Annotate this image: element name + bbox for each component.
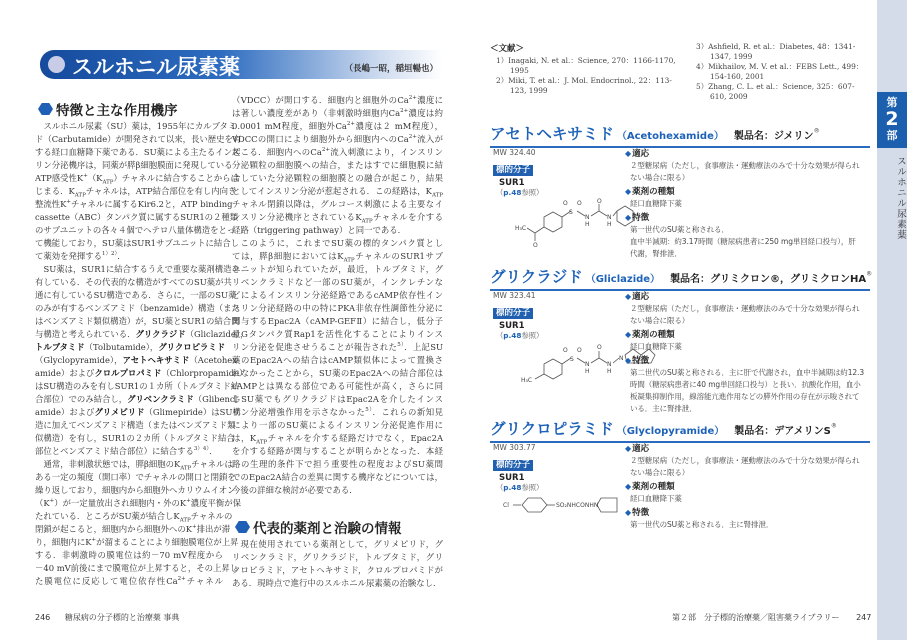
- text-line: はベンズアミド類似構造）が，SU薬とSUR1の結合関: [35, 316, 240, 326]
- target-name: SUR1: [499, 178, 525, 188]
- section-title-text: 特徴: [632, 356, 650, 366]
- part-suffix: 部: [886, 129, 898, 142]
- info-line: 経口血糖降下薬: [630, 342, 682, 351]
- ref-text: 参照）: [521, 483, 544, 492]
- references-right: [690, 42, 870, 102]
- hexagon-icon: [235, 521, 250, 533]
- text-line: たれている．ところがSU薬が結合し$K_{ATP}$チャネルの: [35, 511, 233, 524]
- body-column-1: [35, 120, 249, 588]
- drug-info: [625, 289, 875, 415]
- reference-item: 3）Ashfield, R. et al.：Diabetes, 48：1341-1347, 1999: [696, 42, 856, 61]
- text-line: cAMPとは異なる部位である可能性が高く，さらに同: [232, 381, 443, 391]
- drug-name-en: （Gliclazide）: [585, 274, 661, 285]
- page-link[interactable]: p.48: [503, 483, 522, 492]
- text-line: ド（Carbutamide）が開発されて以来，長い歴史を有: [35, 134, 242, 144]
- bold-term: グリベンクラミド: [127, 394, 194, 404]
- left-footer: [35, 612, 179, 623]
- text-line: チャネル閉鎖以降は，グルコース刺激による主要なイ: [232, 199, 443, 209]
- product-names: グリミクロン®，グリミクロンHA: [710, 274, 867, 285]
- info-line: 板凝集抑制作用，線溶能亢進作用などの膵外作用の存在が示唆されて: [630, 392, 860, 401]
- text-line: 部位とベンズアミド結合部位）に結合する$^{3)4)}$．: [35, 446, 218, 456]
- target-name: SUR1: [499, 473, 525, 483]
- product-label: 製品名：: [733, 131, 774, 142]
- section-heading-text: 代表的薬剤と治験の情報: [253, 521, 402, 537]
- text-line: ては，膵β細胞においては$K_{ATP}$チャネルのSUR1サブ: [232, 251, 443, 264]
- text-line: り，細胞内にK+が溜まることにより細胞膜電位が上昇: [35, 537, 239, 547]
- text-line: クロピラミド，アセトヘキサミド，クロルプロパミドが: [232, 565, 443, 575]
- section-title-text: 薬剤の種類: [632, 187, 675, 197]
- superscript: 2+: [346, 121, 356, 128]
- side-tab-label: スルホニル尿素薬: [895, 156, 906, 240]
- subscript: ATP: [102, 179, 114, 186]
- section-title-text: 薬剤の種類: [632, 482, 675, 492]
- structure-label: H: [607, 221, 612, 228]
- body-column-2: [232, 94, 443, 497]
- text-line: リベンクラミドなど一部のSU薬が，インクレチンな: [232, 277, 443, 287]
- structure-label: H: [585, 221, 590, 228]
- part-prefix: 第: [886, 96, 898, 109]
- text-line: amide）およびクロルプロパミド（Chlorpropamide）: [35, 368, 248, 378]
- subscript: ATP: [179, 517, 191, 524]
- info-section-title: [625, 443, 875, 455]
- info-section-title: [625, 212, 875, 224]
- superscript: 5）: [397, 342, 405, 349]
- text-line: 分泌顆粒の細胞膜への結合，またはすでに細胞膜に結: [232, 160, 443, 170]
- drug-meta: [493, 148, 618, 254]
- molecular-weight: MW 303.77: [493, 443, 536, 452]
- registered-mark: ®: [813, 127, 820, 135]
- reference-item: 1）Inagaki, N. et al.：Science, 270：1166-1170, 1995: [496, 56, 676, 75]
- ref-paren: （: [496, 483, 504, 492]
- structure-label: O: [577, 347, 582, 354]
- part-title: 第２部 分子標的治療薬／阻害薬ライブラリー: [672, 613, 840, 622]
- diamond-icon: ◆: [625, 149, 632, 158]
- text-line: する経口血糖降下薬である．SU薬による主たるインス: [35, 147, 241, 157]
- registered-mark: ®: [830, 422, 837, 430]
- text-line: リベンクラミド，グリクラジド，トルブタミド，グリ: [232, 552, 443, 562]
- info-section-title: [625, 148, 875, 160]
- text-line: 与構造と考えられている．グリクラジド（Gliclazide），: [35, 329, 249, 339]
- text-line: でのEpac2A結合の差異に関する機序などについては，: [232, 472, 443, 482]
- chapter-title-banner: [40, 50, 442, 79]
- structure-label: S: [569, 209, 573, 216]
- hexagon-icon: [38, 103, 53, 115]
- text-line: cassette（ABC）タンパク質に属するSUR1の２種類: [35, 212, 239, 222]
- text-line: 通常，非刺激状態では，膵β細胞の$K_{ATP}$チャネルは: [43, 459, 233, 472]
- reference-item: 5）Zhang, C. L. et al.：Science, 325：607-610, 2009: [696, 82, 855, 101]
- text-line: のサブユニットの各々４個でヘテロ八量体構造をとっ: [35, 225, 236, 235]
- info-line: 経口血糖降下薬: [630, 199, 682, 208]
- drug-info: [625, 441, 875, 531]
- text-line: ある．現時点で進行中のスルホニル尿素薬の治験なし．: [232, 578, 442, 588]
- bold-term: トルブタミド: [35, 342, 85, 352]
- section-title-text: 適応: [632, 444, 650, 454]
- structure-label: H₃C: [521, 377, 533, 384]
- text-line: スリン分泌経路の中の特にPKA非依存性調節性分泌に: [232, 303, 443, 313]
- text-line: 経路（triggering pathway）と同一である．: [232, 225, 406, 235]
- drug-meta: [493, 291, 624, 397]
- structure-label: Cl: [503, 502, 509, 509]
- bold-term: グリメピリド: [94, 407, 145, 417]
- text-line: た膜電位に反応して電位依存性$Ca^{2+}$チャネル: [35, 576, 223, 586]
- bold-term: クロルプロパミド: [94, 368, 162, 378]
- molecular-weight: MW 324.40: [493, 148, 536, 157]
- info-line: 第二世代のSU薬と称される．主に肝で代謝され，血中半減期は約12.3: [630, 368, 864, 377]
- text-line: リン分泌増強作用を示さなかった$^{5)}$．これらの新知見: [232, 407, 444, 417]
- text-line: －40 mV前後にまで膜電位が上昇すると，その上昇し: [35, 563, 239, 573]
- section-title-text: 特徴: [632, 213, 650, 223]
- superscript: +: [91, 537, 97, 544]
- text-line: 有している．その代表的な構造がすべてのSU薬が共: [35, 277, 232, 287]
- text-line: 閉鎖が起こると，細胞内から細胞外へのK+排出が滞: [35, 524, 231, 534]
- info-line: 第一世代のSU薬と称される．: [630, 225, 729, 234]
- product-label: 製品名：: [670, 274, 711, 285]
- info-line: ない場合に限る）: [630, 468, 690, 477]
- text-line: れなかったことから，SU薬のEpac2Aへの結合部位は: [232, 368, 443, 378]
- text-line: 合していた分泌顆粒の細胞膜との融合が起こり，結果: [232, 173, 443, 183]
- text-line: ンスリン分泌機序とされている$K_{ATP}$チャネルを介する: [232, 212, 443, 225]
- text-line: トルブタミド（Tolbutamide），グリクロピラミド: [35, 342, 226, 352]
- superscript: +: [66, 199, 71, 206]
- drug-name-en: （Glyclopyramide）: [616, 426, 725, 437]
- section-title-text: 薬剤の種類: [632, 330, 675, 340]
- info-line: ない場合に限る）: [630, 173, 690, 182]
- subscript: ATP: [361, 218, 373, 225]
- superscript: 3）4）: [193, 446, 210, 453]
- reference-item: 2）Miki, T. et al.：J. Mol. Endocrinol., 22：113-123, 1999: [496, 76, 672, 95]
- superscript: 2+: [177, 576, 186, 583]
- text-line: リン分泌機序は，同薬が膵β細胞膜面に発現している: [35, 160, 233, 170]
- structure-label: N: [585, 361, 590, 368]
- info-line: ２型糖尿病（ただし，食事療法・運動療法のみで十分な効果が得られ: [630, 456, 860, 465]
- diamond-icon: ◆: [625, 356, 632, 365]
- ref-paren: （: [496, 331, 504, 340]
- text-line: （VDCC）が開口する．細胞内と細胞外の$Ca^{2+}$濃度に: [232, 95, 444, 105]
- section-heading-text: 特徴と主な作用機序: [56, 103, 178, 119]
- subscript: ATP: [343, 257, 355, 264]
- circle-icon: [48, 56, 65, 73]
- references-left: [490, 42, 680, 96]
- section-title-text: 適応: [632, 149, 650, 159]
- text-line: （Glyclopyramide），アセトヘキサミド（Acetohex-: [35, 355, 240, 365]
- diamond-icon: ◆: [625, 482, 632, 491]
- text-line: 通に有しているSU構造である．さらに，一部のSU薬: [35, 290, 237, 300]
- page-number: 246: [35, 613, 51, 622]
- text-line: 繰り返しており，細胞内から細胞外へカリウムイオン: [35, 485, 236, 495]
- page-number: 247: [856, 613, 872, 622]
- section-heading-drugs-trials: [235, 517, 402, 537]
- section-heading-mechanism: [38, 99, 178, 119]
- text-line: 今後の詳細な検討が必要である．: [232, 485, 358, 495]
- product-names: ジメリン: [773, 131, 814, 142]
- structure-label: O: [597, 198, 602, 205]
- superscript: 2+: [400, 108, 409, 115]
- text-line: 関与するEpac2A（cAMP-GEFⅡ）に結合し，低分子: [232, 316, 443, 326]
- text-line: 現在使用されている薬剤として，グリメピリド，グ: [240, 539, 443, 549]
- text-line: のみが有するベンズアミド（benzamide）構造（また: [35, 303, 240, 313]
- text-line: を介する経路が関与することが明らかとなった．本経: [232, 446, 443, 456]
- diamond-icon: ◆: [625, 508, 632, 517]
- info-section-title: [625, 291, 875, 303]
- authors: （長嶋一昭，稲垣暢也）: [344, 64, 438, 74]
- book-title: 糖尿病の分子標的と治療薬 事典: [64, 613, 180, 622]
- text-line: 0.0001 mM程度，細胞外$Ca^{2+}$濃度は２ mM程度），: [232, 121, 443, 131]
- subscript: ATP: [256, 439, 268, 446]
- ref-text: 参照）: [521, 331, 544, 340]
- references-title: ＜文献＞: [490, 44, 525, 54]
- chapter-title: スルホニル尿素薬: [72, 55, 240, 79]
- right-footer: [672, 612, 871, 623]
- superscript: +: [49, 498, 55, 505]
- target-badge: 標的分子: [493, 165, 533, 176]
- superscript: 2+: [321, 147, 330, 154]
- drug-meta: [493, 443, 618, 519]
- molecular-weight: MW 323.41: [493, 291, 536, 300]
- bold-term: グリクラジド: [135, 329, 186, 339]
- ref-paren: （: [496, 188, 504, 197]
- structure-label: N: [607, 361, 612, 368]
- text-line: する．非刺激時の膜電位は約－70 mV程度から: [35, 550, 223, 560]
- text-line: ある一定の頻度（開口率）でチャネルの開口と閉鎖を: [35, 472, 236, 482]
- superscript: 1）2）: [102, 251, 118, 258]
- body-column-2-drugs: [232, 538, 443, 590]
- structure-label: O: [563, 200, 568, 207]
- bold-term: アセトヘキサミド: [122, 355, 190, 365]
- page-link[interactable]: p.48: [503, 188, 522, 197]
- info-section-title: [625, 186, 875, 198]
- diamond-icon: ◆: [625, 187, 632, 196]
- text-line: じSU薬でもグリクラジドはEpac2Aを介したインス: [232, 394, 443, 404]
- superscript: +: [83, 173, 88, 180]
- info-line: ない場合に限る）: [630, 316, 690, 325]
- structure-label: H: [607, 368, 612, 375]
- target-badge: 標的分子: [493, 460, 533, 471]
- text-line: 路の生理的条件下で担う重要性の程度およびSU薬間: [232, 459, 443, 469]
- page-link[interactable]: p.48: [503, 331, 522, 340]
- structure-label: SO₂NHCONHN: [556, 502, 599, 509]
- info-line: いる．主に腎排泄．: [630, 404, 697, 413]
- text-line: SU薬は，SUR1に結合するうえで重要な薬剤構造を: [43, 264, 240, 274]
- text-line: 合部位）でのみ結合し，グリベンクラミド（Glibencl-: [35, 394, 241, 404]
- text-line: VDCCの開口により細胞外から細胞内への$Ca^{2+}$流入が: [232, 134, 444, 144]
- text-line: amide）およびグリメピリド（Glimepiride）はSU構: [35, 407, 241, 417]
- structure-label: O: [563, 347, 568, 354]
- subscript: ATP: [74, 192, 86, 199]
- text-line: て薬効を発揮する$^{1)2)}$．: [35, 251, 126, 261]
- text-line: （K+）が一定量放出され細胞内・外のK+濃度平衡が保: [35, 498, 241, 508]
- text-line: 起こる．細胞内への$Ca^{2+}$流入刺激により，インスリン: [232, 147, 443, 157]
- drug-name-en: （Acetohexamide）: [616, 131, 724, 142]
- drug-heading: [490, 265, 873, 291]
- subscript: ATP: [180, 465, 192, 472]
- drug-name-ja: アセトヘキサミド: [490, 125, 614, 143]
- section-title-text: 適応: [632, 292, 650, 302]
- info-line: ２型糖尿病（ただし，食事療法・運動療法のみで十分な効果が得られ: [630, 161, 860, 170]
- structure-label: O: [577, 200, 582, 207]
- product-names: デアメリンS: [774, 426, 831, 437]
- diamond-icon: ◆: [625, 292, 632, 301]
- info-line: ２型糖尿病（ただし，食事療法・運動療法のみで十分な効果が得られ: [630, 304, 860, 313]
- diamond-icon: ◆: [625, 330, 632, 339]
- structure-label: S: [570, 356, 574, 363]
- info-section-title: [625, 481, 875, 493]
- drug-heading: [490, 122, 870, 148]
- section-title-text: 特徴: [632, 508, 650, 518]
- text-line: 似構造）を有し，SUR1の２カ所（トルブタミド結合: [35, 433, 235, 443]
- info-line: 血中半減期：約3.17時間（糖尿病患者に250 mg単回経口投与），肝: [630, 237, 856, 246]
- structure-label: N: [619, 355, 624, 362]
- structure-label: O: [533, 242, 538, 249]
- diamond-icon: ◆: [625, 444, 632, 453]
- drug-name-ja: グリクロピラミド: [490, 420, 614, 438]
- text-line: により一部のSU薬によるインスリン分泌促進作用に: [232, 420, 443, 430]
- text-line: リン分泌を促進させうることが報告された$^{5)}$．上記SU: [232, 342, 444, 352]
- info-section-title: [625, 355, 875, 367]
- info-line: 時間（糖尿病患者に40 mg単回経口投与）と長い．抗酸化作用，血小: [630, 380, 861, 389]
- text-line: スルホニル尿素（SU）薬は，1955年にカルブタミ: [43, 121, 237, 131]
- text-line: どによるインスリン分泌経路であるcAMP依存性イン: [232, 290, 443, 300]
- info-section-title: [625, 329, 875, 341]
- target-badge: 標的分子: [493, 308, 533, 319]
- superscript: 2+: [408, 134, 417, 141]
- product-label: 製品名：: [734, 426, 775, 437]
- part-number: 2: [885, 108, 899, 130]
- text-line: としてインスリン分泌が惹起される．この経路は，$K_{ATP}$: [232, 186, 443, 199]
- superscript: 2+: [408, 95, 417, 102]
- text-line: ユニットが知られていたが，最近，トルブタミド，グ: [232, 264, 443, 274]
- superscript: +: [192, 524, 197, 531]
- registered-mark: ®: [866, 270, 873, 278]
- info-line: 経口血糖降下薬: [630, 494, 682, 503]
- bold-term: グリクロピラミド: [158, 342, 226, 352]
- page-reference: [496, 331, 618, 341]
- reference-item: 4）Mikhailov, M. V. et al.：FEBS Lett., 499：154-160, 2001: [696, 62, 864, 81]
- structure-label: H₃C: [515, 225, 527, 232]
- superscript: +: [186, 498, 191, 505]
- text-line: は著しい濃度差があり（非刺激時細胞内$Ca^{2+}$濃度は約: [232, 108, 444, 118]
- text-line: て機能しており，SU薬はSUR1サブユニットに結合し: [35, 238, 239, 248]
- subscript: ATP: [431, 192, 443, 199]
- text-line: はSU構造のみを有しSUR1の１カ所（トルブタミド結: [35, 381, 240, 391]
- structure-label: N: [607, 214, 612, 221]
- part-badge: [877, 92, 907, 148]
- text-line: 量Gタンパク質Rap1を活性化することによりインス: [232, 329, 443, 339]
- info-section-title: [625, 507, 875, 519]
- structure-label: O: [597, 344, 602, 351]
- text-line: は，$K_{ATP}$チャネルを介する経路だけでなく，Epac2A: [232, 433, 443, 446]
- structure-label: H: [585, 368, 590, 375]
- drug-info: [625, 146, 875, 260]
- text-line: このように，これまでSU薬の標的タンパク質とし: [240, 238, 443, 248]
- superscript: 5）: [365, 407, 373, 414]
- target-name: SUR1: [499, 321, 525, 331]
- info-line: 代謝，腎排泄．: [630, 249, 682, 258]
- text-line: 整流性K+チャネルに属するKir6.2と，ATP binding: [35, 199, 233, 209]
- structure-label: N: [585, 214, 590, 221]
- page-reference: [496, 483, 618, 493]
- text-line: 造に加えてベンズアミド構造（またはベンズアミド類: [35, 420, 236, 430]
- drug-name-ja: グリクラジド: [490, 268, 583, 286]
- text-line: ATP感受性$K^+(K_{ATP})$チャネルに結合することからは: [35, 173, 239, 186]
- ref-text: 参照）: [521, 188, 544, 197]
- text-line: じまる．$K_{ATP}$チャネルは，ATP結合部位を有し内向き: [35, 186, 237, 199]
- diamond-icon: ◆: [625, 213, 632, 222]
- page-reference: [496, 188, 618, 198]
- info-line: 第一世代のSU薬と称される．主に腎排泄．: [630, 520, 774, 529]
- text-line: 薬のEpac2Aへの結合はcAMP類似体によって置換さ: [232, 355, 443, 365]
- drug-heading: [490, 417, 870, 443]
